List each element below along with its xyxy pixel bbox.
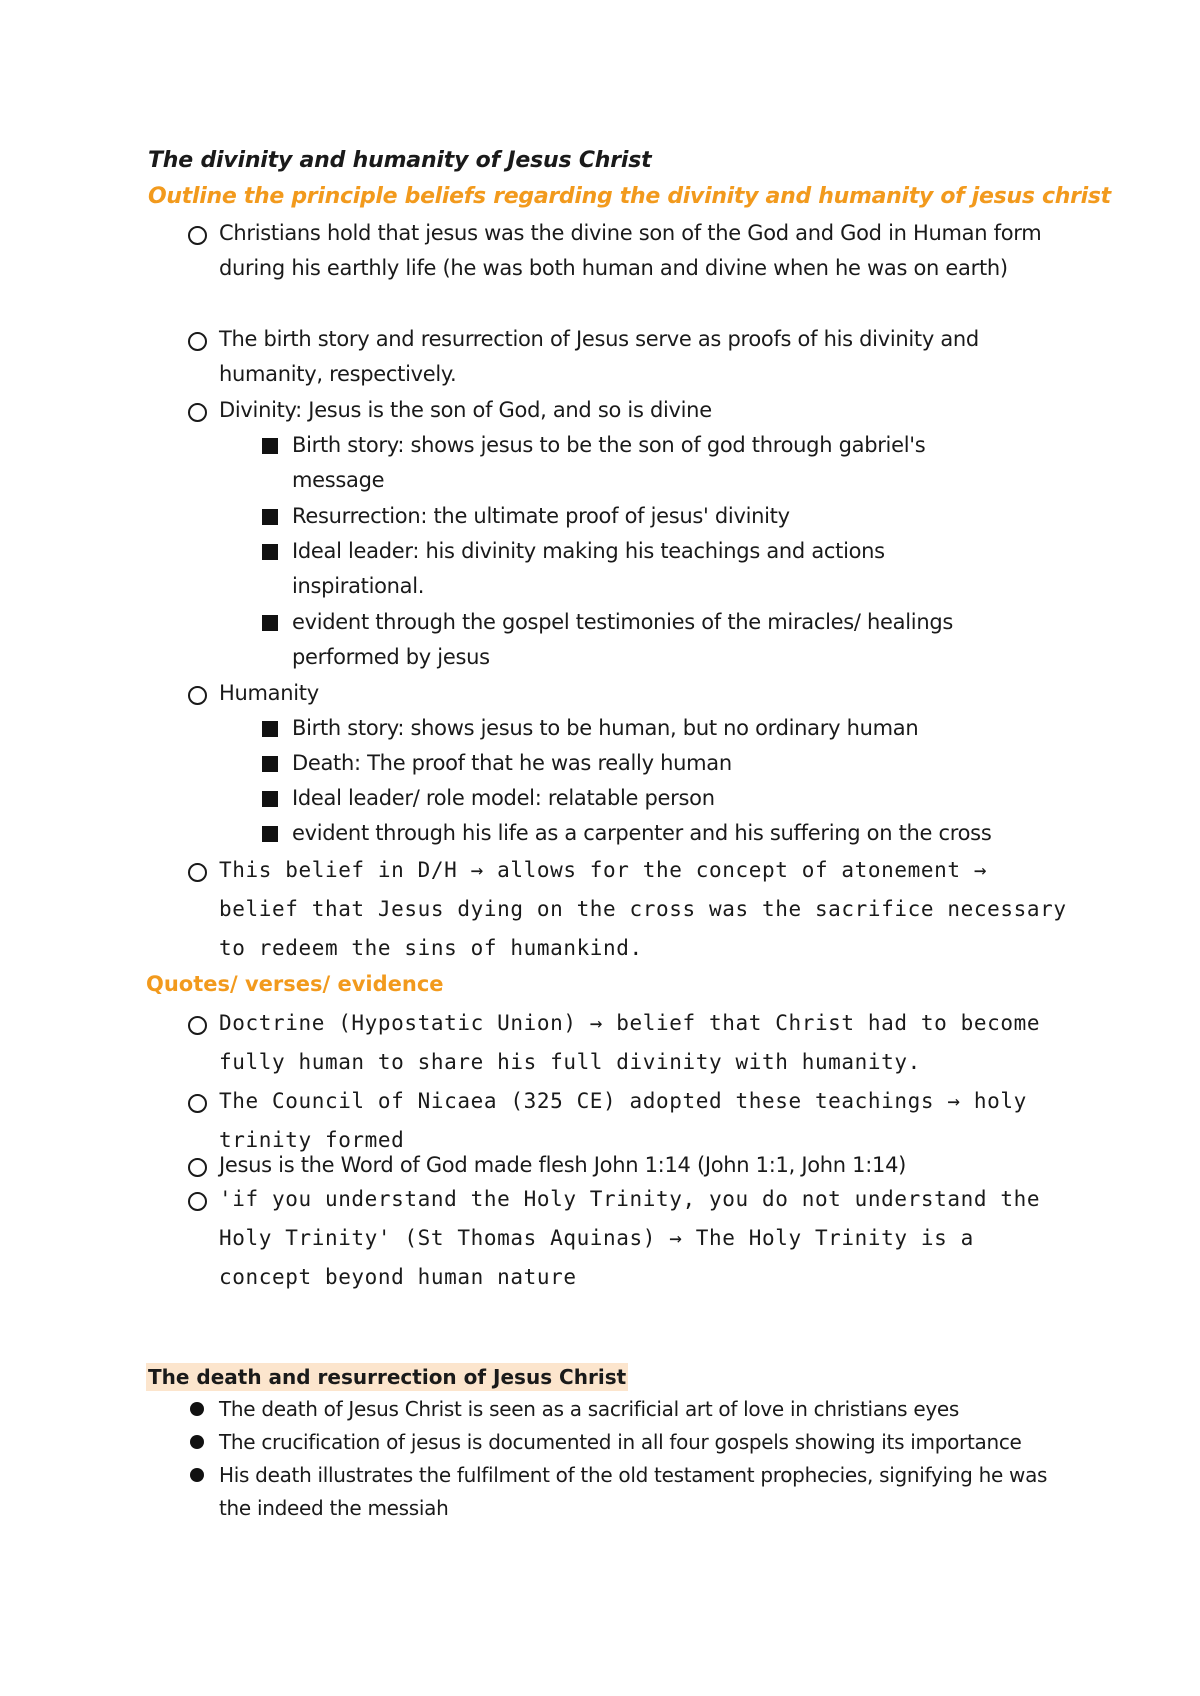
section-title-death-resurrection: The death and resurrection of Jesus Christ xyxy=(148,1365,627,1389)
square-bullet-icon xyxy=(258,816,282,853)
hollow-circle-bullet-icon xyxy=(185,1180,209,1224)
hollow-circle-bullet-icon xyxy=(185,851,209,895)
square-bullet-icon xyxy=(258,534,282,571)
sub-list-item: evident through the gospel testimonies of the miracles/ healings performed by jesus xyxy=(292,605,1012,675)
list-item: This belief in D/H → allows for the concept of atonement → belief that Jesus dying on the cross was the sacrifice necessary to redeem the sins of humankind. xyxy=(219,851,1069,968)
list-item: The birth story and resurrection of Jesus serve as proofs of his divinity and humanity, respectively. xyxy=(219,322,1049,392)
quote-item: The Council of Nicaea (325 CE) adopted these teachings → holy trinity formed xyxy=(219,1082,1069,1160)
list-item: Humanity xyxy=(219,676,1049,711)
hollow-circle-bullet-icon xyxy=(185,322,209,362)
filled-circle-bullet-icon xyxy=(185,1393,209,1426)
square-bullet-icon xyxy=(258,746,282,783)
sub-list-item: evident through his life as a carpenter and his suffering on the cross xyxy=(292,816,1072,851)
quotes-heading: Quotes/ verses/ evidence xyxy=(146,972,444,996)
square-bullet-icon xyxy=(258,499,282,536)
list-item: Divinity: Jesus is the son of God, and so is divine xyxy=(219,393,1049,428)
quote-item: Jesus is the Word of God made flesh John 1:14 (John 1:1, John 1:14) xyxy=(219,1148,1069,1183)
square-bullet-icon xyxy=(258,781,282,818)
list-item: The crucification of jesus is documented in all four gospels showing its importance xyxy=(219,1426,1069,1459)
square-bullet-icon xyxy=(258,605,282,642)
list-item: Christians hold that jesus was the divine son of the God and God in Human form during his earthly life (he was both human and divine when he was on earth) xyxy=(219,216,1049,286)
sub-list-item: Birth story: shows jesus to be human, but no ordinary human xyxy=(292,711,1052,746)
sub-list-item: Ideal leader/ role model: relatable person xyxy=(292,781,1052,816)
sub-list-item: Birth story: shows jesus to be the son of god through gabriel's message xyxy=(292,428,992,498)
hollow-circle-bullet-icon xyxy=(185,393,209,433)
sub-list-item: Resurrection: the ultimate proof of jesus' divinity xyxy=(292,499,992,534)
quote-item: 'if you understand the Holy Trinity, you do not understand the Holy Trinity' (St Thomas Aquinas) → The Holy Trinity is a concept beyond human nature xyxy=(219,1180,1069,1297)
filled-circle-bullet-icon xyxy=(185,1459,209,1492)
hollow-circle-bullet-icon xyxy=(185,1004,209,1048)
sub-list-item: Ideal leader: his divinity making his teachings and actions inspirational. xyxy=(292,534,952,604)
section-title: The divinity and humanity of Jesus Christ xyxy=(148,148,652,173)
hollow-circle-bullet-icon xyxy=(185,216,209,256)
filled-circle-bullet-icon xyxy=(185,1426,209,1459)
square-bullet-icon xyxy=(258,711,282,748)
square-bullet-icon xyxy=(258,428,282,465)
quote-item: Doctrine (Hypostatic Union) → belief that Christ had to become fully human to share his full divinity with humanity. xyxy=(219,1004,1069,1082)
list-item: The death of Jesus Christ is seen as a sacrificial art of love in christians eyes xyxy=(219,1393,1069,1426)
outline-heading: Outline the principle beliefs regarding the divinity and humanity of jesus christ xyxy=(148,184,1111,209)
sub-list-item: Death: The proof that he was really human xyxy=(292,746,1052,781)
list-item: His death illustrates the fulfilment of the old testament prophecies, signifying he was the indeed the messiah xyxy=(219,1459,1049,1525)
hollow-circle-bullet-icon xyxy=(185,676,209,716)
hollow-circle-bullet-icon xyxy=(185,1082,209,1126)
